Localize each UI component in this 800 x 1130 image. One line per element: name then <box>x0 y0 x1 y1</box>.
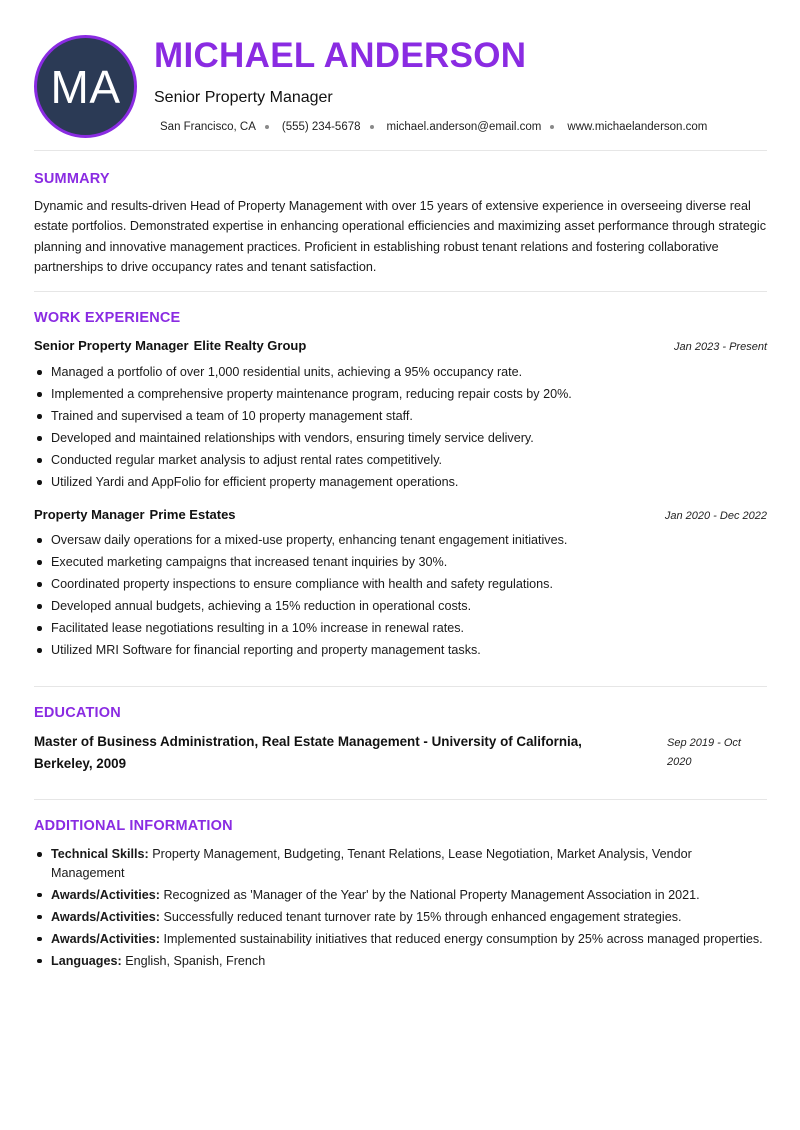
divider <box>34 686 767 687</box>
work-experience-heading: WORK EXPERIENCE <box>34 310 181 326</box>
contact-line <box>160 121 707 133</box>
list-item: Developed annual budgets, achieving a 15% reduction in operational costs. <box>34 598 767 614</box>
info-text: Implemented sustainability initiatives that reduced energy consumption by 25% across managed properties. <box>163 931 763 946</box>
job-header <box>34 507 767 522</box>
info-label: Languages: <box>51 953 122 968</box>
job-role: Senior Property Manager <box>34 338 189 353</box>
list-item: Utilized Yardi and AppFolio for efficient property management operations. <box>34 474 767 490</box>
divider <box>34 150 767 151</box>
info-label: Awards/Activities: <box>51 931 160 946</box>
education-degree: Master of Business Administration, Real Estate Management - University of California, Berkeley, 2009 <box>34 734 582 771</box>
list-item <box>34 930 767 949</box>
job-bullets <box>34 364 767 497</box>
list-item: Facilitated lease negotiations resulting in a 10% increase in renewal rates. <box>34 620 767 636</box>
separator-dot-icon <box>265 125 269 129</box>
list-item <box>34 845 767 882</box>
list-item <box>34 952 767 971</box>
job-role: Property Manager <box>34 507 145 522</box>
list-item: Conducted regular market analysis to adjust rental rates competitively. <box>34 452 767 468</box>
info-text: Property Management, Budgeting, Tenant Relations, Lease Negotiation, Market Analysis, Vendor Management <box>51 847 692 880</box>
additional-info-list <box>34 845 767 974</box>
contact-phone: (555) 234-5678 <box>281 121 361 133</box>
info-label: Technical Skills: <box>51 847 149 861</box>
job-dates: Jan 2023 - Present <box>674 341 767 353</box>
job-company: Elite Realty Group <box>193 338 307 353</box>
separator-dot-icon <box>370 125 374 129</box>
summary-text: Dynamic and results-driven Head of Property Management with over 15 years of extensive experience in overseeing diverse real estate portfolios. Demonstrated expertise in enhancing operational efficiencies and maximizing asset performance through strategic planning and innovative management practices. Proficient in establishing robust tenant relations and fostering collaborative partnerships to drive occupancy rates and tenant satisfaction. <box>34 199 767 274</box>
list-item: Developed and maintained relationships with vendors, ensuring timely service delivery. <box>34 430 767 446</box>
job-bullets <box>34 532 767 665</box>
info-label: Awards/Activities: <box>51 909 160 924</box>
divider <box>34 799 767 800</box>
job-company: Prime Estates <box>149 507 236 522</box>
info-text: English, Spanish, French <box>125 953 266 968</box>
list-item <box>34 886 767 905</box>
separator-dot-icon <box>550 125 554 129</box>
list-item: Managed a portfolio of over 1,000 residential units, achieving a 95% occupancy rate. <box>34 364 767 380</box>
divider <box>34 291 767 292</box>
summary-heading: SUMMARY <box>34 171 110 187</box>
list-item: Oversaw daily operations for a mixed-use property, enhancing tenant engagement initiatives. <box>34 532 767 548</box>
additional-info-heading: ADDITIONAL INFORMATION <box>34 818 233 834</box>
list-item <box>34 908 767 927</box>
info-text: Recognized as 'Manager of the Year' by the National Property Management Association in 2021. <box>163 887 700 902</box>
info-label: Awards/Activities: <box>51 887 160 902</box>
job-header <box>34 338 767 353</box>
job-dates: Jan 2020 - Dec 2022 <box>664 510 767 522</box>
list-item: Coordinated property inspections to ensure compliance with health and safety regulations. <box>34 576 767 592</box>
avatar-initials: MA <box>50 60 121 113</box>
list-item: Trained and supervised a team of 10 property management staff. <box>34 408 767 424</box>
education-dates: Sep 2019 - Oct 2020 <box>667 737 741 768</box>
avatar <box>34 35 137 138</box>
list-item: Implemented a comprehensive property maintenance program, reducing repair costs by 20%. <box>34 386 767 402</box>
list-item: Executed marketing campaigns that increased tenant inquiries by 30%. <box>34 554 767 570</box>
list-item: Utilized MRI Software for financial reporting and property management tasks. <box>34 642 767 658</box>
contact-email[interactable]: michael.anderson@email.com <box>386 121 542 133</box>
education-heading: EDUCATION <box>34 705 121 721</box>
contact-location: San Francisco, CA <box>160 121 256 133</box>
info-text: Successfully reduced tenant turnover rate by 15% through enhanced engagement strategies. <box>163 909 682 924</box>
contact-website[interactable]: www.michaelanderson.com <box>567 121 708 133</box>
candidate-title: Senior Property Manager <box>154 89 333 106</box>
education-entry <box>34 731 767 775</box>
candidate-name: MICHAEL ANDERSON <box>154 36 527 75</box>
